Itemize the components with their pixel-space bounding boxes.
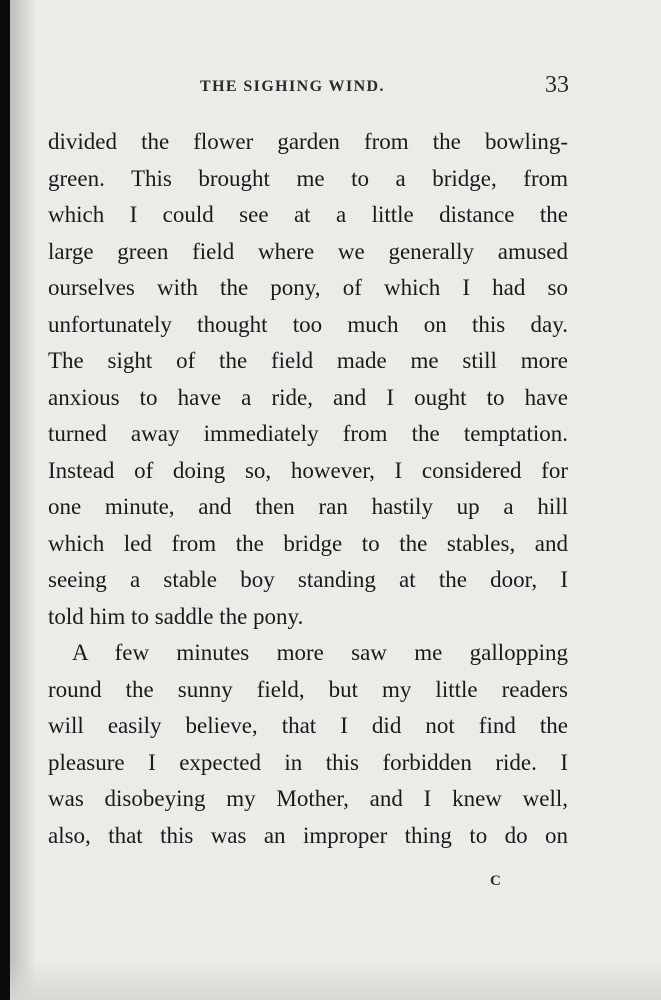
body-text xyxy=(48,124,568,854)
text-line: large green field where we generally amused xyxy=(48,238,568,264)
text-line: unfortunately thought too much on this day. xyxy=(48,311,568,337)
text-line: told him to saddle the pony. xyxy=(48,603,304,629)
text-line: Instead of doing so, however, I considered for xyxy=(48,457,568,483)
page-number: 33 xyxy=(545,72,569,98)
signature-mark: C xyxy=(490,873,501,889)
text-line: also, that this was an improper thing to do on xyxy=(48,822,568,848)
text-line: turned away immediately from the temptation. xyxy=(48,421,568,446)
page-bottom-shade xyxy=(10,960,661,1000)
text-line: was disobeying my Mother, and I knew well, xyxy=(48,786,568,811)
text-line: seeing a stable boy standing at the door, I xyxy=(48,567,568,592)
text-line: anxious to have a ride, and I ought to have xyxy=(48,384,568,410)
text-line: round the sunny field, but my little readers xyxy=(48,676,568,702)
text-line: ourselves with the pony, of which I had so xyxy=(48,275,568,300)
text-line: green. This brought me to a bridge, from xyxy=(48,165,568,191)
text-line: A few minutes more saw me gallopping xyxy=(72,640,568,665)
running-head: THE SIGHING WIND. xyxy=(200,78,385,95)
text-line: divided the flower garden from the bowling- xyxy=(48,129,568,154)
spine-shadow xyxy=(10,0,36,1000)
text-line: one minute, and then ran hastily up a hill xyxy=(48,494,568,519)
text-line: The sight of the field made me still more xyxy=(48,348,568,373)
text-line: which led from the bridge to the stables, and xyxy=(48,530,568,556)
text-line: will easily believe, that I did not find the xyxy=(48,713,568,738)
text-line: pleasure I expected in this forbidden ride. I xyxy=(48,749,568,775)
text-line: which I could see at a little distance the xyxy=(48,202,568,227)
book-page xyxy=(10,0,661,1000)
